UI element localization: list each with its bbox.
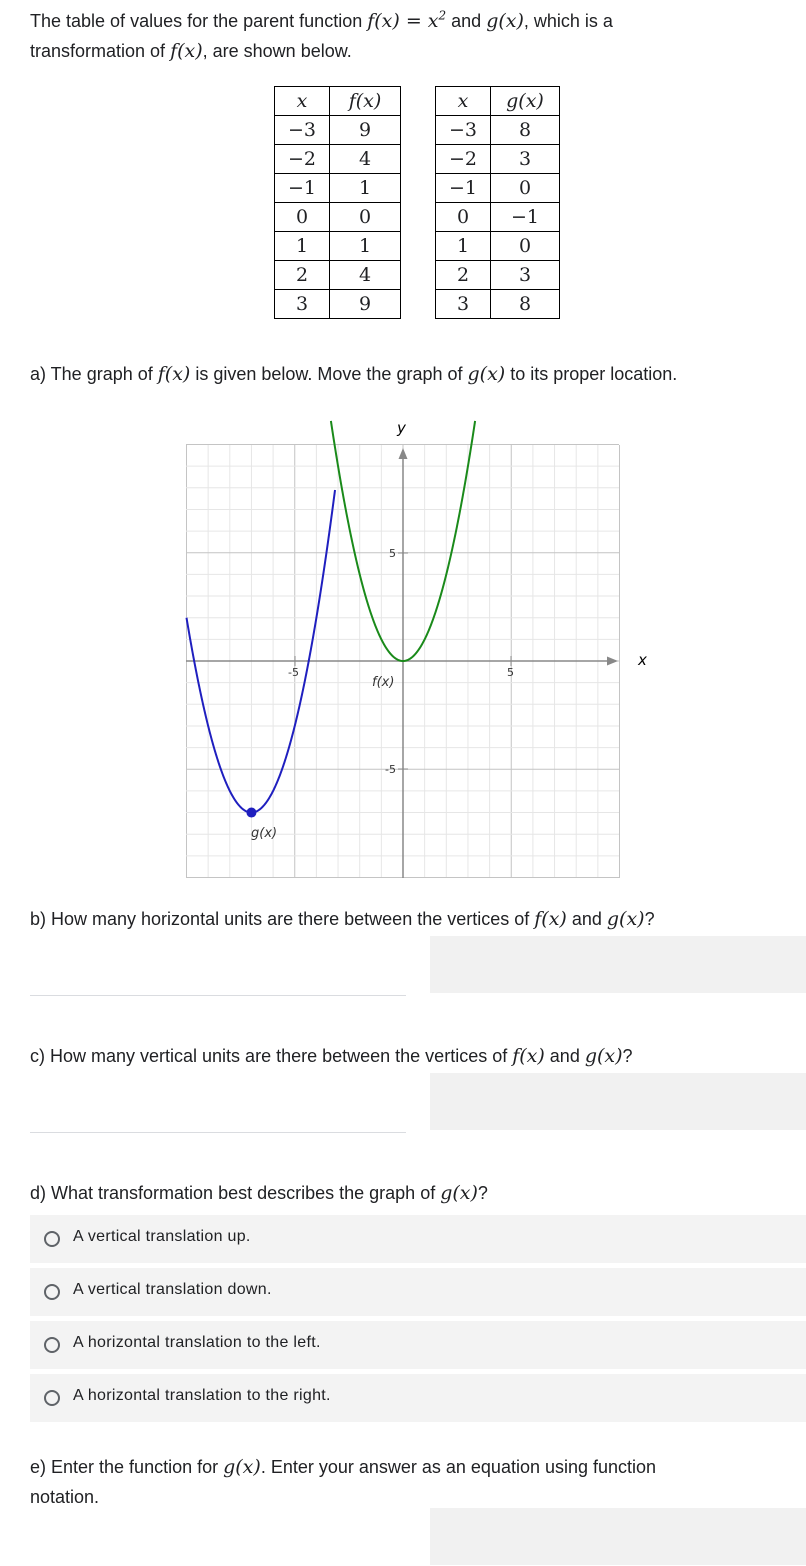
option-horizontal-right[interactable] <box>30 1374 806 1422</box>
intro-text: The table of values for the parent function $f(x) = x^2$ and g(x), which is a transformation of f(x), are shown below. <box>30 8 613 62</box>
g-parabola-curve[interactable] <box>187 490 336 813</box>
part-e-answer-input[interactable] <box>430 1508 806 1565</box>
f-definition: $f(x) = x^2$ <box>367 8 447 32</box>
option-label: A vertical translation down. <box>73 1281 272 1298</box>
table-g-header-gx: g(x) <box>491 87 560 116</box>
part-a-question: a) The graph of f(x) is given below. Move the graph of g(x) to its proper location. <box>30 363 678 385</box>
table-f-header-x: x <box>275 87 330 116</box>
radio-button-icon[interactable] <box>44 1337 60 1353</box>
table-row: 1 0 <box>436 232 560 261</box>
option-vertical-down[interactable] <box>30 1268 806 1316</box>
part-c-answer-line <box>30 1132 406 1133</box>
g-vertex-handle[interactable] <box>246 808 256 818</box>
x-tick-5: 5 <box>507 666 514 679</box>
table-f-header-fx: f(x) <box>330 87 401 116</box>
f-curve-label: f(x) <box>372 675 395 690</box>
option-label: A horizontal translation to the left. <box>73 1334 321 1351</box>
table-row: 3 8 <box>436 290 560 319</box>
table-row: 2 4 <box>275 261 401 290</box>
y-axis-arrow-icon <box>399 448 408 459</box>
radio-button-icon[interactable] <box>44 1284 60 1300</box>
part-c-answer-input[interactable] <box>430 1073 806 1130</box>
coordinate-graph[interactable] <box>0 415 806 885</box>
table-g-header-x: x <box>436 87 491 116</box>
table-row: 3 9 <box>275 290 401 319</box>
radio-button-icon[interactable] <box>44 1390 60 1406</box>
part-d-question: d) What transformation best describes the graph of g(x)? <box>30 1182 488 1204</box>
table-row: −1 1 <box>275 174 401 203</box>
table-f-values <box>274 86 401 319</box>
part-e-question: e) Enter the function for g(x). Enter your answer as an equation using function notation. <box>30 1456 657 1507</box>
table-row: −2 3 <box>436 145 560 174</box>
table-row: 0 −1 <box>436 203 560 232</box>
g-curve-label: g(x) <box>251 826 278 841</box>
table-row: −1 0 <box>436 174 560 203</box>
option-label: A vertical translation up. <box>73 1228 251 1245</box>
option-horizontal-left[interactable] <box>30 1321 806 1369</box>
option-label: A horizontal translation to the right. <box>73 1387 331 1404</box>
table-g-values <box>435 86 560 319</box>
part-c-question: c) How many vertical units are there between the vertices of f(x) and g(x)? <box>30 1045 633 1067</box>
table-row: −2 4 <box>275 145 401 174</box>
table-row: −3 8 <box>436 116 560 145</box>
x-axis-label: x <box>638 651 647 669</box>
table-row: −3 9 <box>275 116 401 145</box>
part-b-question: b) How many horizontal units are there between the vertices of f(x) and g(x)? <box>30 908 655 930</box>
y-tick-neg5: -5 <box>385 763 396 776</box>
table-row: 0 0 <box>275 203 401 232</box>
table-row: 1 1 <box>275 232 401 261</box>
x-axis-arrow-icon <box>607 657 618 666</box>
option-vertical-up[interactable] <box>30 1215 806 1263</box>
table-row: 2 3 <box>436 261 560 290</box>
part-b-answer-input[interactable] <box>430 936 806 993</box>
radio-button-icon[interactable] <box>44 1231 60 1247</box>
x-tick-neg5: -5 <box>288 666 299 679</box>
y-tick-5: 5 <box>389 547 396 560</box>
part-b-answer-line <box>30 995 406 996</box>
y-axis-label: y <box>397 419 406 437</box>
